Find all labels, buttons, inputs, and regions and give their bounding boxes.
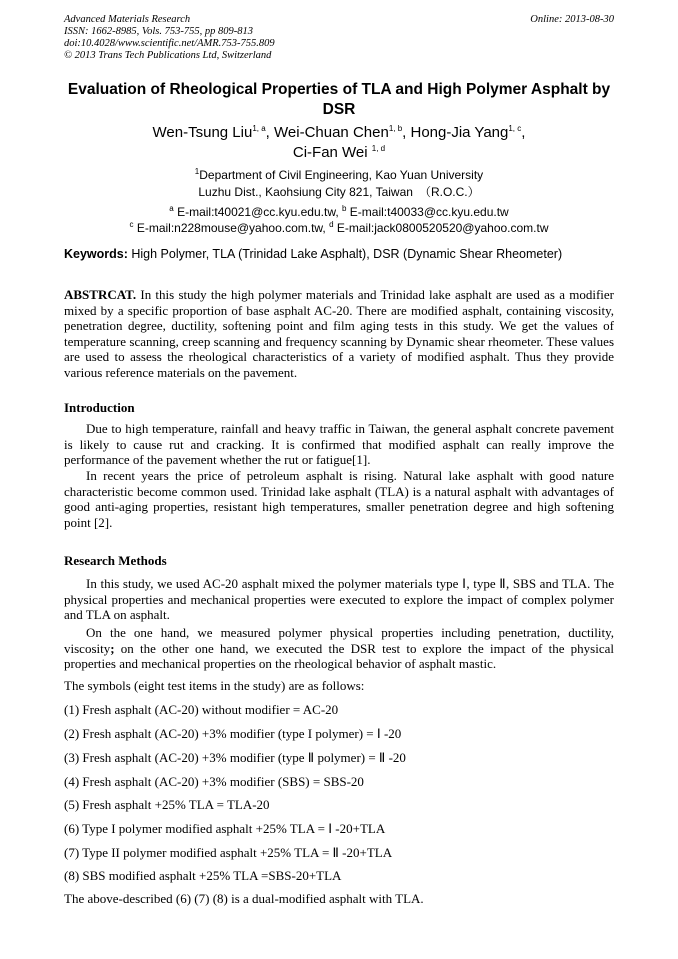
- methods-paragraph-1: In this study, we used AC-20 asphalt mixed the polymer materials type Ⅰ, type Ⅱ, SBS and TLA. The physical properties and mechanical properties were executed to explore the impact of complex polymer and TLA on asphalt.: [64, 576, 614, 622]
- journal-header: [64, 14, 275, 62]
- intro-paragraph-1: Due to high temperature, rainfall and heavy traffic in Taiwan, the general asphalt concrete pavement is likely to cause rut and cracking. It is confirmed that modified asphalt can really improve the performance of the pavement whether the rut or fatigue[1].: [64, 421, 614, 467]
- list-item: (3) Fresh asphalt (AC-20) +3% modifier (type Ⅱ polymer) = Ⅱ -20: [64, 750, 406, 765]
- abstract-label: ABSTRCAT.: [64, 287, 137, 302]
- author-list: [64, 123, 614, 163]
- intro-paragraph-2: In recent years the price of petroleum asphalt is rising. Natural lake asphalt with good nature characteristic become common used. Trinidad lake asphalt (TLA) is a natural asphalt with advantages of good anti-aging properties, resistant high temperatures, smaller penetration degree and high softening point [2].: [64, 468, 614, 530]
- methods-p2-part-b: on the other one hand, we executed the DSR test to explore the impact of the physical properties and mechanical properties on the rheological behavior of asphalt mastic.: [64, 640, 614, 671]
- symbols-intro: The symbols (eight test items in the study) are as follows:: [64, 678, 365, 693]
- online-date: Online: 2013-08-30: [530, 14, 614, 25]
- list-item: (7) Type II polymer modified asphalt +25% TLA = Ⅱ -20+TLA: [64, 845, 393, 860]
- copyright-line: © 2013 Trans Tech Publications Ltd, Switzerland: [64, 50, 272, 61]
- introduction-heading: Introduction: [64, 400, 135, 415]
- email-d: E-mail:jack0800520520@yahoo.com.tw: [333, 221, 549, 235]
- author-affil-mark: 1, c: [508, 124, 522, 133]
- paper-title: Evaluation of Rheological Properties of TLA and High Polymer Asphalt by DSR: [67, 81, 611, 118]
- author-name: Wei-Chuan Chen: [274, 124, 389, 141]
- email-b: E-mail:t40033@cc.kyu.edu.tw: [346, 205, 509, 219]
- affil-mark: 1: [194, 167, 200, 176]
- author-affil-mark: 1, b: [388, 124, 403, 133]
- author-name: Wen-Tsung Liu: [152, 124, 253, 141]
- author-affil-mark: 1, d: [371, 144, 386, 153]
- keywords-label: Keywords:: [64, 247, 128, 261]
- list-item: (5) Fresh asphalt +25% TLA = TLA-20: [64, 797, 270, 812]
- abstract-text: In this study the high polymer materials and Trinidad lake asphalt are used as a modifier mixed by a specific proportion of base asphalt AC-20. There are modified asphalt, containing viscosity, penetration degree, ductility, softening point and film aging tests in this study. We get the values of temperature scanning, creep scanning and frequency scanning by Dynamic shear rheometer. These values are used to assess the rheological characteristics of a variety of modified asphalt. Thus they provide various reference materials on the pavement.: [64, 287, 614, 380]
- email-mark: b: [342, 204, 347, 213]
- list-item: (1) Fresh asphalt (AC-20) without modifier = AC-20: [64, 702, 339, 717]
- affiliation: [64, 167, 614, 201]
- list-item: (8) SBS modified asphalt +25% TLA =SBS-20+TLA: [64, 868, 342, 883]
- list-item: (4) Fresh asphalt (AC-20) +3% modifier (SBS) = SBS-20: [64, 774, 364, 789]
- keywords-text: High Polymer, TLA (Trinidad Lake Asphalt), DSR (Dynamic Shear Rheometer): [127, 247, 563, 261]
- abstract: [64, 287, 614, 380]
- author-separator: ,: [402, 124, 411, 141]
- author-separator: ,: [521, 124, 526, 141]
- affil-line-1: Department of Civil Engineering, Kao Yuan University: [199, 168, 484, 182]
- author-affil-mark: 1, a: [252, 124, 266, 133]
- closing-sentence: The above-described (6) (7) (8) is a dual-modified asphalt with TLA.: [64, 891, 424, 906]
- list-item: (2) Fresh asphalt (AC-20) +3% modifier (type I polymer) = Ⅰ -20: [64, 726, 402, 741]
- methods-p2-semicolon: ;: [110, 640, 115, 656]
- doi-line: doi:10.4028/www.scientific.net/AMR.753-755.809: [64, 38, 275, 49]
- affil-line-2: Luzhu Dist., Kaohsiung City 821, Taiwan （R.O.C.）: [198, 185, 480, 199]
- author-name: Hong-Jia Yang: [410, 124, 509, 141]
- email-mark: d: [329, 220, 334, 229]
- email-mark: a: [169, 204, 174, 213]
- email-a: E-mail:t40021@cc.kyu.edu.tw,: [173, 205, 342, 219]
- email-c: E-mail:n228mouse@yahoo.com.tw,: [133, 221, 330, 235]
- keywords: [64, 246, 614, 262]
- methods-paragraph-2: [64, 625, 614, 672]
- methods-p2-part-a: On the one hand, we measured polymer physical properties including penetration, ductility, viscosity: [64, 625, 614, 656]
- email-block: [64, 204, 614, 236]
- list-item: (6) Type I polymer modified asphalt +25% TLA = Ⅰ -20+TLA: [64, 821, 386, 836]
- author-separator: ,: [265, 124, 275, 141]
- journal-name: Advanced Materials Research: [64, 14, 191, 25]
- email-mark: c: [129, 220, 134, 229]
- issn-line: ISSN: 1662-8985, Vols. 753-755, pp 809-813: [64, 26, 253, 37]
- methods-heading: Research Methods: [64, 553, 167, 568]
- author-name: Ci-Fan Wei: [292, 144, 372, 161]
